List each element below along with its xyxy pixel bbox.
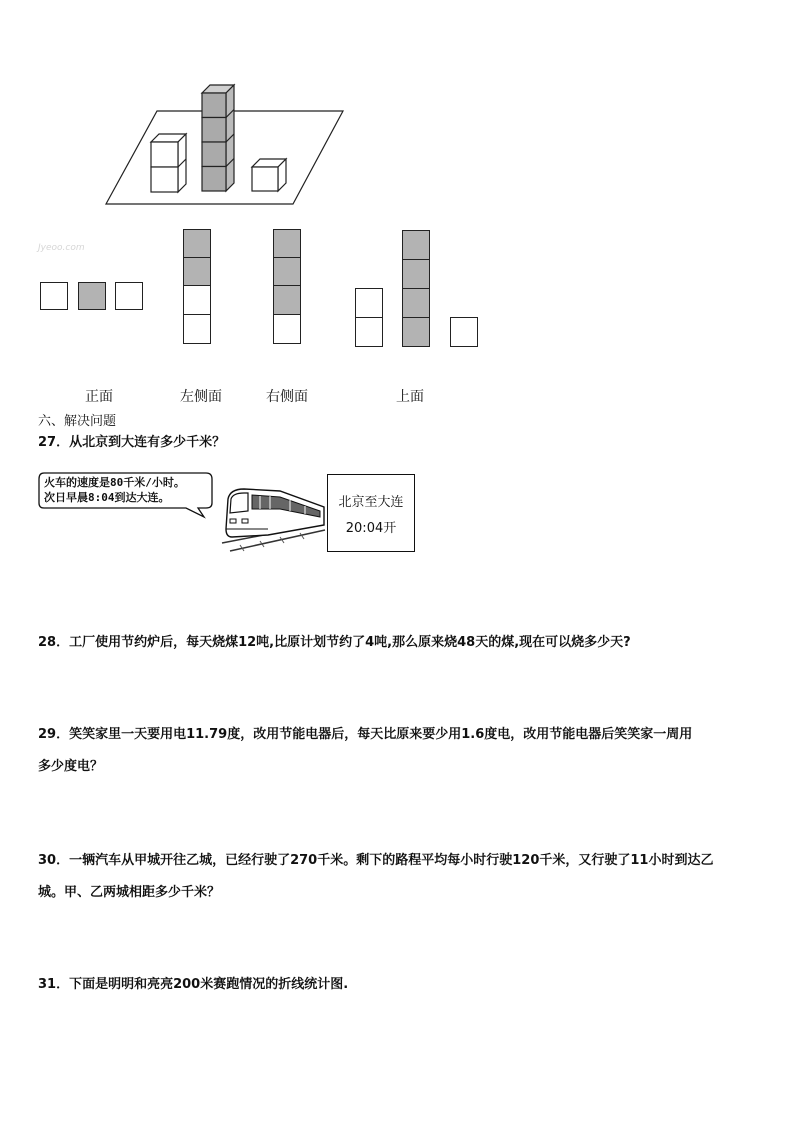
station-sign [327,474,415,552]
top-view-left-cell-2 [355,317,383,347]
right-view-cell-1 [273,229,301,258]
cube-arrangement-figure [100,80,350,210]
question-27: 27．从北京到大连有多少千米？ [38,435,226,450]
tall-cube-stack [202,85,234,191]
question-29-line-1: 29．笑笑家里一天要用电11.79度，改用节能电器后，每天比原来要少用1.6度电，改用节能电器后笑笑家一周用 [38,727,693,742]
sign-route: 北京至大连 [338,495,404,510]
left-view-cell-4 [183,314,211,344]
top-view-label: 上面 [396,389,424,405]
left-view-cell-2 [183,257,211,286]
question-29-line-2: 多少度电？ [38,759,104,774]
left-cube-stack [151,134,186,192]
front-view-label: 正面 [85,389,113,405]
question-28: 28．工厂使用节约炉后，每天烧煤12吨,比原计划节约了4吨,那么原来烧48天的煤,现在可以烧多少天? [38,635,631,650]
section-heading: 六、解决问题 [38,414,117,429]
bubble-text-2: 次日早晨8:04到达大连。 [44,491,170,504]
top-view-right-cell [450,317,478,347]
top-view-left-cell-1 [355,288,383,318]
train-illustration [220,485,330,555]
question-30-line-1: 30．一辆汽车从甲城开往乙城，已经行驶了270千米。剩下的路程平均每小时行驶120千米，又行驶了11小时到达乙 [38,853,714,868]
right-view-label: 右侧面 [266,389,308,405]
right-view-cell-4 [273,314,301,344]
right-view-cell-2 [273,257,301,286]
top-view-mid-cell-4 [402,317,430,347]
front-view-cell-3 [115,282,143,310]
top-view-mid-cell-1 [402,230,430,260]
single-cube [252,159,286,191]
top-view-mid-cell-3 [402,288,430,318]
top-view-mid-cell-2 [402,259,430,289]
left-view-cell-1 [183,229,211,258]
sign-departure-time: 20:04开 [345,521,397,536]
watermark: Jyeoo.com [38,243,85,253]
left-view-label: 左侧面 [180,389,222,405]
right-view-cell-3 [273,285,301,315]
front-view-cell-1 [40,282,68,310]
bubble-text-1: 火车的速度是80千米/小时。 [44,476,185,489]
left-view-cell-3 [183,285,211,315]
question-31: 31．下面是明明和亮亮200米赛跑情况的折线统计图. [38,977,349,992]
front-view-cell-2 [78,282,106,310]
question-30-line-2: 城。甲、乙两城相距多少千米？ [38,885,221,900]
